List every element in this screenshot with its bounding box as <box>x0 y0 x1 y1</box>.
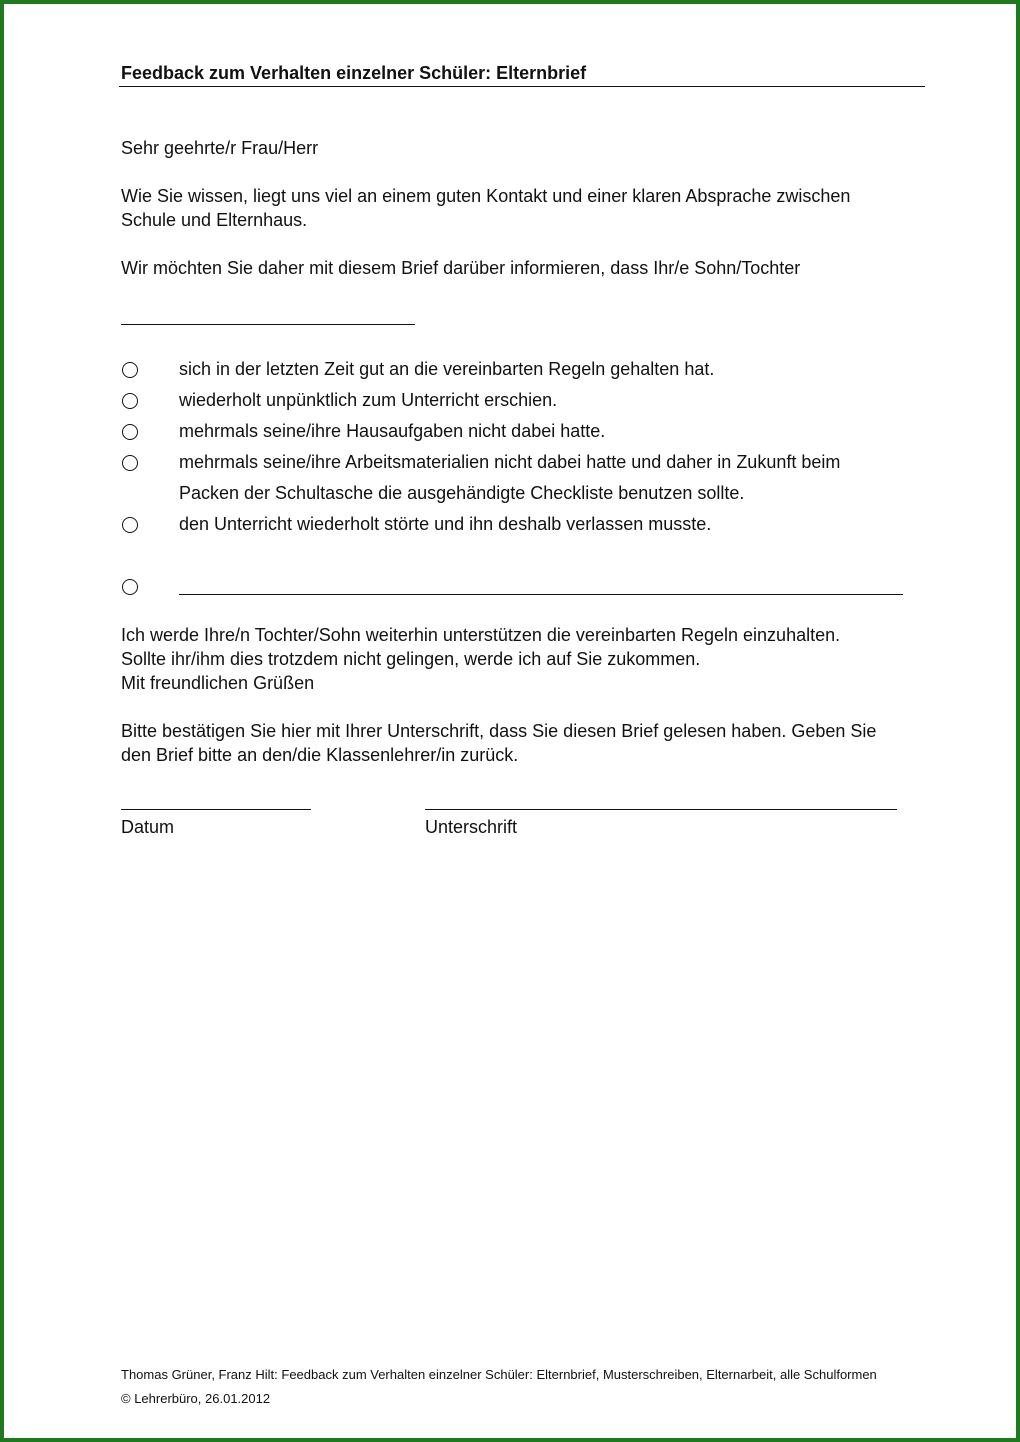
option-label-disruption: den Unterricht wiederholt störte und ihn deshalb verlassen musste. <box>179 514 712 534</box>
option-radio-unpunctual[interactable] <box>122 393 138 409</box>
page-title: Feedback zum Verhalten einzelner Schüler: Elternbrief <box>121 63 587 83</box>
option-radio-disruption[interactable] <box>122 517 138 533</box>
option-radio-homework[interactable] <box>122 424 138 440</box>
footer-copyright: © Lehrerbüro, 26.01.2012 <box>121 1391 271 1406</box>
option-radio-materials[interactable] <box>122 455 138 471</box>
date-field[interactable] <box>121 809 311 810</box>
footer-credit: Thomas Grüner, Franz Hilt: Feedback zum Verhalten einzelner Schüler: Elternbrief, Musterschreiben, Elternarbeit, alle Schulformen <box>121 1367 877 1382</box>
intro-line-2: Schule und Elternhaus. <box>121 210 308 230</box>
closing-line-1: Ich werde Ihre/n Tochter/Sohn weiterhin unterstützen die vereinbarten Regeln einzuhalten. <box>121 625 841 645</box>
closing-line-2: Sollte ihr/ihm dies trotzdem nicht gelingen, werde ich auf Sie zukommen. <box>121 649 701 669</box>
option-radio-other[interactable] <box>122 579 138 595</box>
salutation: Sehr geehrte/r Frau/Herr <box>121 138 319 158</box>
inform-sentence: Wir möchten Sie daher mit diesem Brief darüber informieren, dass Ihr/e Sohn/Tochter <box>121 258 801 278</box>
confirm-line-1: Bitte bestätigen Sie hier mit Ihrer Unterschrift, dass Sie diesen Brief gelesen haben. Geben Sie <box>121 721 877 741</box>
closing-greeting: Mit freundlichen Grüßen <box>121 673 315 693</box>
option-label-unpunctual: wiederholt unpünktlich zum Unterricht erschien. <box>179 390 558 410</box>
signature-label: Unterschrift <box>425 817 518 837</box>
option-other-field[interactable] <box>179 594 903 595</box>
option-label-materials-continued: Packen der Schultasche die ausgehändigte Checkliste benutzen sollte. <box>179 483 745 503</box>
intro-line-1: Wie Sie wissen, liegt uns viel an einem guten Kontakt und einer klaren Absprache zwischen <box>121 186 851 206</box>
option-label-homework: mehrmals seine/ihre Hausaufgaben nicht dabei hatte. <box>179 421 606 441</box>
title-underline <box>119 86 925 87</box>
date-label: Datum <box>121 817 175 837</box>
option-radio-good-behavior[interactable] <box>122 362 138 378</box>
option-label-materials: mehrmals seine/ihre Arbeitsmaterialien nicht dabei hatte und daher in Zukunft beim <box>179 452 841 472</box>
signature-field[interactable] <box>425 809 897 810</box>
option-label-good-behavior: sich in der letzten Zeit gut an die vereinbarten Regeln gehalten hat. <box>179 359 715 379</box>
confirm-line-2: den Brief bitte an den/die Klassenlehrer/in zurück. <box>121 745 519 765</box>
student-name-field[interactable] <box>121 324 415 325</box>
